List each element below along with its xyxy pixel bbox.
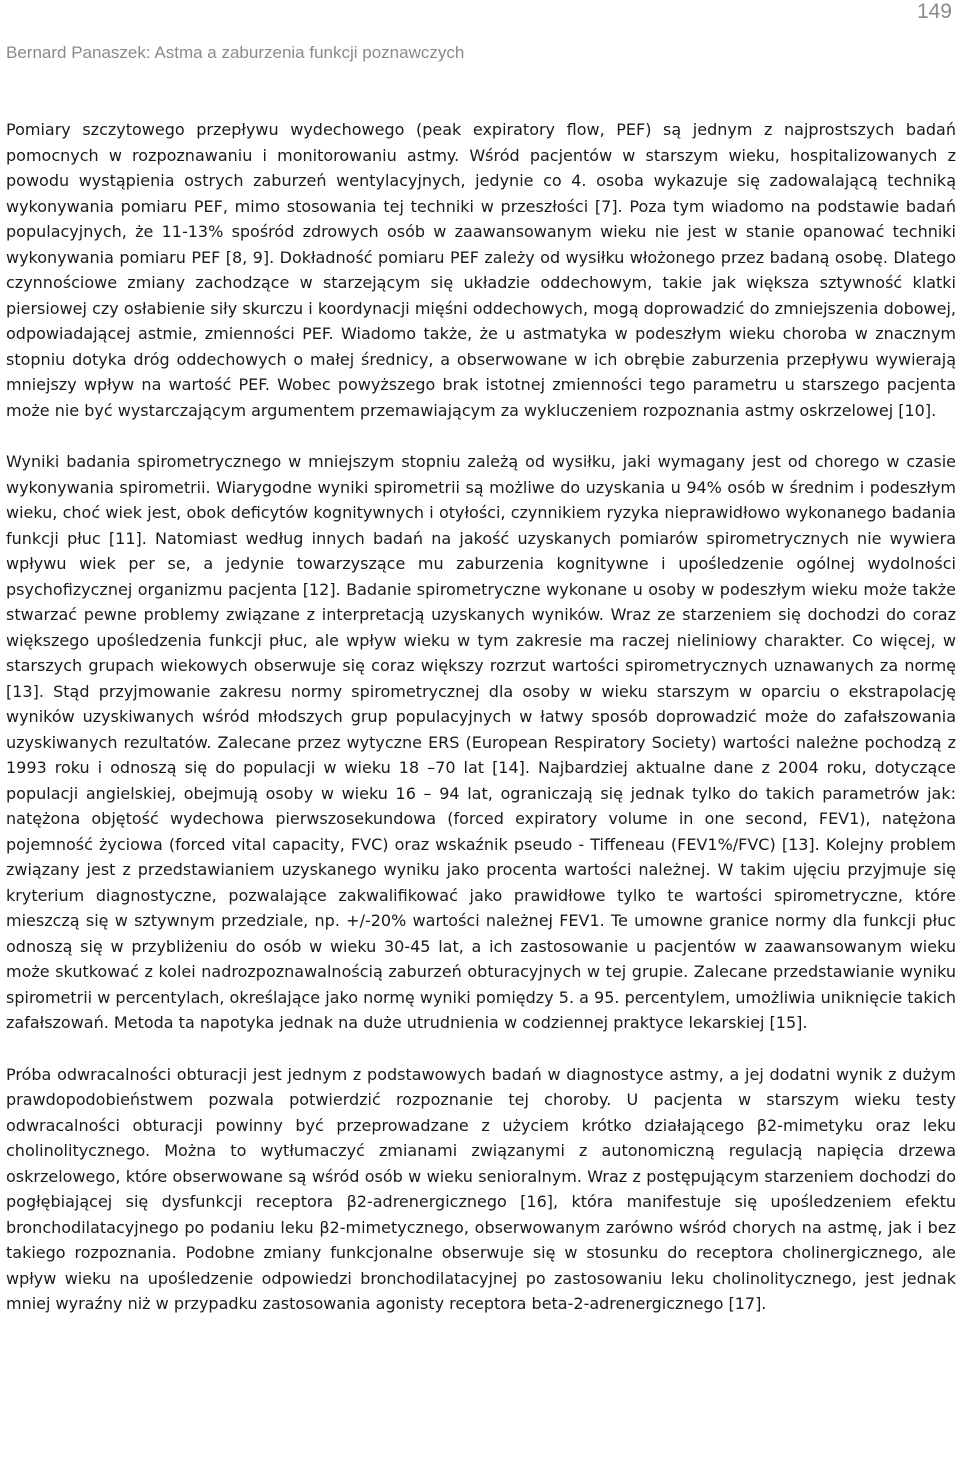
running-header [6,43,464,63]
header-title: Astma a zaburzenia funkcji poznawczych [154,43,465,62]
header-author: Bernard Panaszek: [6,43,151,62]
page-number: 149 [916,0,952,23]
paragraph-pef: Pomiary szczytowego przepływu wydechowego (peak expiratory flow, PEF) są jednym z najprostszych badań pomocnych w rozpoznawaniu i monitorowaniu astmy. Wśród pacjentów w starszym wieku, hospitalizowanych z powodu wystąpienia ostrych zaburzeń wentylacyjnych, jedynie co 4. osoba wykazuje się zadowalającą techniką wykonywania pomiaru PEF, mimo stosowania tej techniki w przeszłości [7]. Poza tym wiadomo na podstawie badań populacyjnych, że 11-13% spośród zdrowych osób w zaawansowanym wieku nie jest w stanie opanować techniki wykonywania pomiaru PEF [8, 9]. Dokładność pomiaru PEF zależy od wysiłku włożonego przez badaną osobę. Dlatego czynnościowe zmiany zachodzące w starzejącym się układzie oddechowym, takie jak większa sztywność klatki piersiowej czy osłabienie siły skurczu i koordynacji mięśni oddechowych, mogą doprowadzić do zmniejszenia dobowej, odpowiadającej astmie, zmienności PEF. Wiadomo także, że u astmatyka w podeszłym wieku choroba w znacznym stopniu dotyka dróg oddechowych o małej średnicy, a obserwowane w ich obrębie zaburzenia przepływu wywierają mniejszy wpływ na wartość PEF. Wobec powyższego brak istotnej zmienności tego parametru u starszego pacjenta może nie być wystarczającym argumentem przemawiającym za wykluczeniem rozpoznania astmy oskrzelowej [10]. [6,120,956,420]
paragraph-reversibility: Próba odwracalności obturacji jest jednym z podstawowych badań w diagnostyce astmy, a jej dodatni wynik z dużym prawdopodobieństwem pozwala potwierdzić rozpoznanie tej choroby. U pacjenta w starszym wieku testy odwracalności obturacji powinny być przeprowadzane z użyciem krótko działającego β2-mimetyku oraz leku cholinolitycznego. Można to wytłumaczyć zmianami związanymi z autonomiczną regulacją napięcia drzewa oskrzelowego, które obserwowane są wśród osób w wieku senioralnym. Wraz z postępującym starzeniem dochodzi do pogłębiającej się dysfunkcji receptora β2-adrenergicznego [16], która manifestuje się upośledzeniem efektu bronchodilatacyjnego po podaniu leku β2-mimetycznego, obserwowanym zarówno wśród chorych na astmę, jak i bez takiego rozpoznania. Podobne zmiany funkcjonalne obserwuje się w stosunku do receptora cholinergicznego, ale wpływ wieku na upośledzenie odpowiedzi bronchodilatacyjnej po zastosowaniu leku cholinolitycznego, jest jednak mniej wyraźny niż w przypadku zastosowania agonisty receptora beta-2-adrenergicznego [17]. [6,1064,956,1313]
article-body [6,117,956,1317]
paragraph-spirometry: Wyniki badania spirometrycznego w mniejszym stopniu zależą od wysiłku, jaki wymagany jest od chorego w czasie wykonywania spirometrii. Wiarygodne wyniki spirometrii są możliwe do uzyskania u 94% osób w średnim i podeszłym wieku, choć wiek jest, obok deficytów kognitywnych i otyłości, czynnikiem ryzyka nieprawidłowo wykonanego badania funkcji płuc [11]. Natomiast według innych badań na jakość uzyskanych pomiarów spirometrycznych nie wywiera wpływu wiek per se, a jedynie towarzyszące mu zaburzenia kognitywne i upośledzenie ogólnej wydolności psychofizycznej organizmu pacjenta [12]. Badanie spirometryczne wykonane u osoby w podeszłym wieku może także stwarzać pewne problemy związane z interpretacją uzyskanych wyników. Wraz ze starzeniem się dochodzi do coraz większego upośledzenia funkcji płuc, ale wpływ wieku w tym zakresie ma raczej nieliniowy charakter. Co więcej, w starszych grupach wiekowych obserwuje się coraz większy rozrzut wartości spirometrycznych uznawanych za normę [13]. Stąd przyjmowanie zakresu normy spirometrycznej dla osoby w wieku starszym w oparciu o ekstrapolację wyników uzyskiwanych wśród młodszych grup populacyjnych w łatwy sposób doprowadzić może do zafałszowania uzyskiwanych rezultatów. Zalecane przez wytyczne ERS (European Respiratory Society) wartości należne pochodzą z 1993 roku i odnoszą się do populacji w wieku 18 –70 lat [14]. Najbardziej aktualne dane z 2004 roku, dotyczące populacji angielskiej, obejmują osoby w wieku 16 – 94 lat, ograniczają się jednak tylko do takich parametrów jak: natężona objętość wydechowa pierwszosekundowa (forced expiratory volume in one second, FEV1), natężona pojemność życiowa (forced vital capacity, FVC) oraz wskaźnik pseudo - Tiffeneau (FEV1%/FVC) [13]. Kolejny problem związany jest z przedstawianiem uzyskanego wyniku jako procenta wartości należnej. W takim ujęciu przyjmuje się kryterium diagnostyczne, pozwalające zakwalifikować jako prawidłowe tylko te wartości spirometryczne, które mieszczą się w sztywnym przedziale, np. +/-20% wartości należnej FEV1. Te umowne granice normy dla funkcji płuc odnoszą się w przybliżeniu do osób w wieku 30-45 lat, a ich zastosowanie u pacjentów w zaawansowanym wieku może skutkować z kolei nadrozpoznawalnością zaburzeń obturacyjnych w tej grupie. Zalecane przedstawianie wyniku spirometrii w percentylach, określające jako normę wyniki pomiędzy 5. a 95. percentylem, umożliwia uniknięcie takich zafałszowań. Metoda ta napotyka jednak na duże utrudnienia w codziennej praktyce lekarskiej [15]. [6,452,956,1032]
